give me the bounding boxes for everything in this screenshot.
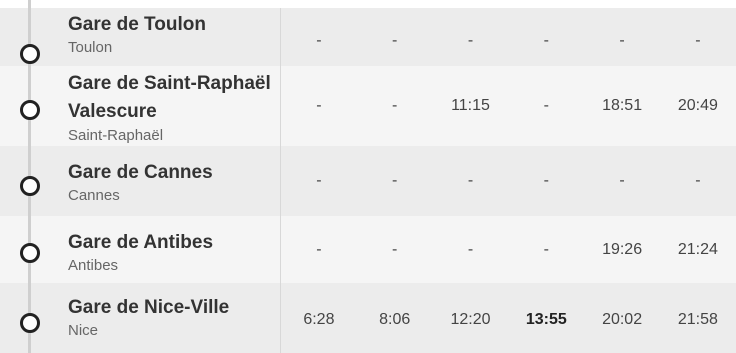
station-cell bbox=[0, 283, 281, 353]
departure-time: - bbox=[543, 240, 549, 258]
departure-time: - bbox=[316, 240, 322, 258]
station-name: Gare de Saint-Raphaël Valescure bbox=[68, 73, 271, 122]
station-cell bbox=[0, 66, 281, 146]
departure-time: 20:02 bbox=[602, 311, 643, 328]
departure-time: 18:51 bbox=[602, 97, 643, 114]
station-city: Antibes bbox=[68, 257, 119, 274]
departure-time: - bbox=[695, 32, 701, 49]
departure-time: - bbox=[467, 240, 474, 258]
departure-time: - bbox=[316, 172, 322, 189]
station-cell bbox=[0, 8, 281, 66]
departure-time: - bbox=[467, 172, 474, 189]
station-cell bbox=[0, 216, 281, 283]
departure-time: 11:15 bbox=[451, 97, 490, 114]
departure-time: - bbox=[316, 97, 322, 114]
departure-time: - bbox=[392, 172, 398, 189]
departure-time: - bbox=[392, 240, 398, 258]
station-cell bbox=[0, 146, 281, 216]
station-row-toulon[interactable] bbox=[0, 8, 736, 66]
station-city: Cannes bbox=[68, 187, 120, 204]
station-name: Gare de Cannes bbox=[68, 162, 213, 183]
departure-time-highlighted: 13:55 bbox=[525, 311, 567, 328]
station-city: Nice bbox=[68, 322, 99, 339]
departure-time: - bbox=[695, 172, 701, 189]
departure-time: - bbox=[543, 172, 549, 189]
station-row-cannes[interactable] bbox=[0, 146, 736, 216]
departure-time: - bbox=[543, 97, 549, 114]
station-text bbox=[68, 295, 276, 341]
station-row-nice-ville[interactable] bbox=[0, 283, 736, 353]
departure-time: 6:28 bbox=[303, 311, 335, 328]
departure-time: - bbox=[543, 32, 549, 49]
route-line bbox=[28, 0, 31, 353]
departure-time: 21:58 bbox=[677, 311, 718, 328]
departure-time: 20:49 bbox=[677, 97, 718, 114]
station-row-saint-raphael[interactable] bbox=[0, 66, 736, 146]
departure-time: 12:20 bbox=[450, 311, 491, 328]
station-city: Toulon bbox=[68, 39, 113, 56]
departure-time: - bbox=[316, 32, 322, 49]
departure-time: - bbox=[392, 97, 398, 114]
station-text bbox=[68, 12, 276, 58]
station-name: Gare de Nice-Ville bbox=[68, 297, 230, 318]
station-row-antibes[interactable] bbox=[0, 216, 736, 283]
departure-time: 19:26 bbox=[602, 240, 643, 258]
departure-time: 21:24 bbox=[677, 240, 718, 258]
departure-time: 8:06 bbox=[379, 311, 411, 328]
departure-time: - bbox=[467, 32, 474, 49]
station-text bbox=[68, 70, 276, 146]
departure-time: - bbox=[619, 172, 625, 189]
departure-time: - bbox=[619, 32, 625, 49]
departure-time: - bbox=[392, 32, 398, 49]
station-city: Saint-Raphaël bbox=[68, 127, 164, 144]
station-name: Gare de Antibes bbox=[68, 232, 214, 253]
station-text bbox=[68, 230, 276, 276]
station-text bbox=[68, 160, 276, 206]
station-name: Gare de Toulon bbox=[68, 14, 206, 35]
